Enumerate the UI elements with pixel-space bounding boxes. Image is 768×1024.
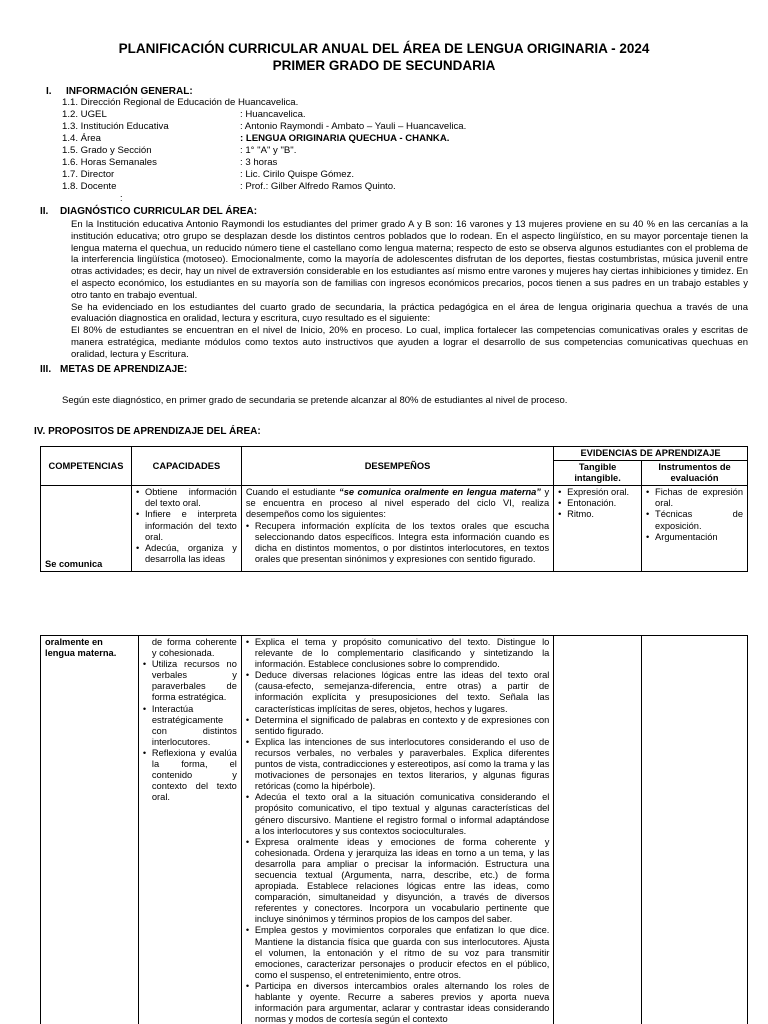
metas-text: Según este diagnóstico, en primer grado de secundaria se pretende alcanzar al 80% de estudiantes al nivel de proceso. [62,395,568,406]
document-title: PLANIFICACIÓN CURRICULAR ANUAL DEL ÁREA DE LENGUA ORIGINARIA - 2024 [118,41,650,56]
desempeno-item: • Explica las intenciones de sus interlocutores considerando el uso de recursos verbales, no verbales y paraverbales. Explica diferentes puntos de vista, contradicciones y estereotipos, así como la trama y las motivaciones de personajes en textos literarios, y algunas figuras retóricas (como la hipérbole). [246,737,550,792]
desempenos-cell [241,486,553,572]
desempeno-item: • Expresa oralmente ideas y emociones de forma coherente y cohesionada. Ordena y jerarquiza las ideas en torno a un tema, y las desarrolla para ampliar o precisar la información. Estructura una secuencia textual (Argumenta, narra, describe, etc.) de forma apropiada. Establece relaciones lógicas entre las ideas, como comparación, simultaneidad y disyunción, a través de diversos referentes y conectores. Incorpora un vocabulario pertinente que incluye sinónimos y términos propios de los campos del saber. [246,837,550,926]
tangible-item: • Ritmo. [558,509,637,520]
section-propositos: IV. PROPOSITOS DE APRENDIZAJE DEL ÁREA: [34,426,261,437]
document-page-1: PLANIFICACIÓN CURRICULAR ANUAL DEL ÁREA DE LENGUA ORIGINARIA - 2024 PRIMER GRADO DE SECUNDARIA I. INFORMACIÓN GENERAL: 1.1. Dirección Regional de Educación de Huancavelica. 1.2. UGEL : Huancavelica. 1.3. Institución Educativa : Antonio Raymondi - Ambato – Yauli – Huancavelica. 1.4. Área : LENGUA ORIGINARIA QUECHUA - CHANKA. 1.5. Grado y Sección : 1° "A" y "B". 1.6. Horas Semanales : 3 horas 1.7. Director : Lic. Cirilo Quispe Gómez. 1.8. Docente : Prof.: Gilber Alfredo Ramos Quinto. : II. DIAGNÓSTICO CURRICULAR DEL ÁREA: En la Institución educativa Antonio Raymondi los estudiantes del primer grado A y B son: 16 varones y 13 mujeres proviene en su 40 % en las cercanías a la institución educativa; otro grupo se desplazan desde los distintos centros poblados que lo rodean. En el aspecto lingüístico, en su mayor porcentaje tienen la lengua materna el quechua, un reducido número tiene el castellano como lengua materna; respecto de esto se observa algunos estudiantes con el problema de la interferencia lingüística (motoseo). Emocionalmente, como la mayoría de adolescentes disfrutan de los deportes, fiestas costumbristas, música juvenil entre otras actividades; es decir, hay un nivel de extraversión considerable en los estudiantes así mismo entre varones y mujeres hay ciertas inhibiciones y timidez. En el aspecto económico, los estudiantes en su mayoría son de familias con ingresos económicos precarios, pocos tienen a sus padres en un trabajo estables y otro tanto en trabajo eventual. Se ha evidenciado en los estudiantes del cuarto grado de secundaria, la práctica pedagógica en el área de lengua originaria quechua a través de una evaluación diagnostica en oralidad, lectura y escritura, cuyo resultado es el siguiente: El 80% de estudiantes se encuentran en el nivel de Inicio, 20% en proceso. Lo cual, implica fortalecer las competencias comunicativas orales y escritas de manera estratégica, mediante módulos como textos auto instructivos que ayuden a lograr el desarrollo de sus competencias comunicativas quechuas en oralidad, lectura y Escritura. III. METAS DE APRENDIZAJE: Según este diagnóstico, en primer grado de secundaria se pretende alcanzar al 80% de estudiantes al nivel de proceso. IV. PROPOSITOS DE APRENDIZAJE DEL ÁREA: COMPETENCIAS CAPACIDADES DESEMPEÑOS EVIDENCIAS DE APRENDIZAJE Tangible intangible. Instrumentos de evaluación Se comunica • Obtiene información del texto oral. • Infiere e interpreta información del texto oral. • Adecúa, organiza y desarrolla las ideas Cuando el estudiante “se comunica oralmente en lengua materna” y se encuentra en proceso al nivel esperado del ciclo VI, realiza desempeños como los siguientes: • Recupera información explícita de los textos orales que escucha seleccionando datos específicos. Integra esta información cuando es dicha en distintos momentos, o por distintos interlocutores, en textos orales que presentan sinónimos y expresiones con sentido figurado. • Expresión oral. • Entonación. • Ritmo. • Fichas de expresión oral. • Técnicas de exposición. • Argumentación [0,0,768,572]
instrumento-item: • Fichas de expresión oral. [646,487,743,509]
capacidad-item: • Interactúa estratégicamente con distintos interlocutores. [143,704,237,748]
capacidades-cell [138,636,241,1024]
desempenos-cell [241,636,554,1024]
diagnostico-paragraph: Se ha evidenciado en los estudiantes del cuarto grado de secundaria, la práctica pedagógica en el área de lengua originaria quechua a través de una evaluación diagnostica en oralidad, lectura y escritura, cuyo resultado es el siguiente: [71,301,748,325]
header-evidencias: EVIDENCIAS DE APRENDIZAJE [554,447,748,461]
page-gap [0,572,768,620]
desempeno-item: • Participa en diversos intercambios orales alternando los roles de hablante y oyente. Recurre a saberes previos y aporta nueva información para argumentar, aclarar y contrastar ideas considerando normas y modos de cortesía según el contexto [246,981,550,1024]
section-diagnostico: II. DIAGNÓSTICO CURRICULAR DEL ÁREA: [40,206,258,217]
header-desempenos: DESEMPEÑOS [241,447,553,486]
section-metas: III. METAS DE APRENDIZAJE: [40,364,188,375]
capacidad-item: • Infiere e interpreta información del texto oral. [136,509,237,542]
capacidad-item: • Adecúa, organiza y desarrolla las ideas [136,543,237,565]
capacidades-cell [131,486,241,572]
desempeno-intro: Cuando el estudiante “se comunica oralmente en lengua materna” y se encuentra en proceso al nivel esperado del ciclo VI, realiza desempeños como los siguientes: [245,487,550,520]
instrumentos-cell [642,636,748,1024]
stray-colon: : [120,193,123,203]
section-informacion-general: I. INFORMACIÓN GENERAL: [46,86,193,97]
competencia-cell: Se comunica [41,486,132,572]
header-competencias: COMPETENCIAS [41,447,132,486]
propositos-table [40,446,748,572]
document-subtitle: PRIMER GRADO DE SECUNDARIA [272,58,496,73]
tangible-item: • Entonación. [558,498,637,509]
capacidad-item: • Utiliza recursos no verbales y paraverbales de forma estratégica. [143,659,237,703]
diagnostico-paragraph: El 80% de estudiantes se encuentran en el nivel de Inicio, 20% en proceso. Lo cual, implica fortalecer las competencias comunicativas orales y escritas de manera estratégica, mediante módulos como textos auto instructivos que ayuden a lograr el desarrollo de sus competencias comunicativas quechuas en oralidad, lectura y Escritura. [71,325,748,360]
desempeno-item: • Recupera información explícita de los textos orales que escucha seleccionando datos específicos. Integra esta información cuando es dicha en distintos momentos, o por distintos interlocutores, en textos orales que presentan sinónimos y expresiones con sentido figurado. [246,521,549,565]
header-instrumentos: Instrumentos de evaluación [642,461,748,486]
desempeno-item: • Adecúa el texto oral a la situación comunicativa considerando el propósito comunicativo, el tipo textual y algunas características del género discursivo. Mantiene el registro formal o informal adaptándose a los interlocutores y sus contextos socioculturales. [246,792,550,836]
desempeno-item: • Emplea gestos y movimientos corporales que enfatizan lo que dice. Mantiene la distancia física que guarda con sus interlocutores. Ajusta el volumen, la entonación y el ritmo de su voz para transmitir emociones, caracterizar personajes o producir efectos en el público, como el suspenso, el entretenimiento, entre otros. [246,925,550,980]
desempeno-item: • Explica el tema y propósito comunicativo del texto. Distingue lo relevante de lo complementario clasificando y sintetizando la información. Establece conclusiones sobre lo comprendido. [246,637,550,670]
capacidad-item: • Obtiene información del texto oral. [136,487,237,509]
header-capacidades: CAPACIDADES [131,447,241,486]
document-page-2 [0,620,768,1024]
competencia-cell: oralmente en lengua materna. [41,636,139,1024]
header-tangible: Tangible intangible. [554,461,642,486]
tangibles-cell [554,636,642,1024]
capacidad-item: • Reflexiona y evalúa la forma, el contenido y contexto del texto oral. [143,748,237,803]
diagnostico-text [71,219,748,361]
instrumento-item: • Técnicas de exposición. [646,509,743,531]
desempeno-item: • Determina el significado de palabras en contexto y de expresiones con sentido figurado. [246,715,550,737]
tangible-item: • Expresión oral. [558,487,637,498]
instrumentos-cell [642,486,748,572]
instrumento-item: • Argumentación [646,532,743,543]
propositos-table-continued [40,635,748,1024]
capacidad-continuation: de forma coherente y cohesionada. [151,637,237,659]
diagnostico-paragraph: En la Institución educativa Antonio Raymondi los estudiantes del primer grado A y B son: 16 varones y 13 mujeres proviene en su 40 % en las cercanías a la institución educativa; otro grupo se desplazan desde los distintos centros poblados que lo rodean. En el aspecto lingüístico, en su mayor porcentaje tienen la lengua materna el quechua, un reducido número tiene el castellano como lengua materna; respecto de esto se observa algunos estudiantes con el problema de la interferencia lingüística (motoseo). Emocionalmente, como la mayoría de adolescentes disfrutan de los deportes, fiestas costumbristas, música juvenil entre otras actividades; es decir, hay un nivel de extraversión considerable en los estudiantes así mismo entre varones y mujeres hay ciertas inhibiciones y timidez. En el aspecto económico, los estudiantes en su mayoría son de familias con ingresos económicos precarios, pocos tienen a sus padres en un trabajo estables y otro tanto en trabajo eventual. [71,219,748,301]
desempeno-item: • Deduce diversas relaciones lógicas entre las ideas del texto oral (causa-efecto, semejanza-diferencia, entre otras) a partir de información explícita y presuposiciones del texto. Señala las características implícitas de seres, objetos, hechos y lugares. [246,670,550,714]
tangibles-cell [554,486,642,572]
